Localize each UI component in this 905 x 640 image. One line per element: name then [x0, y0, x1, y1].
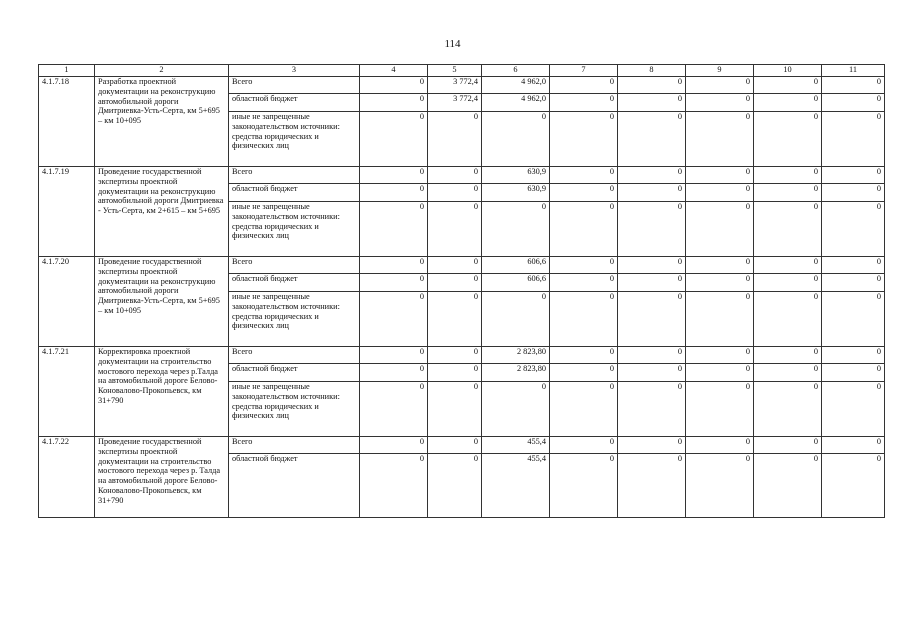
- value-cell: 0: [550, 382, 618, 437]
- item-name: Разработка проектной документации на реконструкцию автомобильной дороги Дмитриевка-Усть-Серта, км 5+695 – км 10+095: [95, 77, 229, 167]
- funding-source: [229, 347, 360, 364]
- column-number: 8: [618, 65, 686, 77]
- column-number: 4: [360, 65, 428, 77]
- value-cell: 0: [686, 257, 754, 274]
- funding-source-label: Всего: [232, 257, 253, 266]
- value-cell: 3 772,4: [428, 94, 482, 112]
- value-cell: 0: [360, 77, 428, 94]
- value-cell: 0: [550, 167, 618, 184]
- funding-source: [229, 454, 360, 518]
- value-cell: 0: [754, 184, 822, 202]
- funding-source: [229, 437, 360, 454]
- value-cell: 0: [686, 167, 754, 184]
- value-cell: 0: [550, 347, 618, 364]
- value-cell: 0: [754, 167, 822, 184]
- funding-source-label: областной бюджет: [232, 274, 298, 283]
- table-row: [39, 347, 885, 364]
- funding-source-sublabel: средства юридических и физических лиц: [232, 131, 319, 151]
- value-cell: 0: [822, 112, 885, 167]
- value-cell: 0: [686, 347, 754, 364]
- column-number: 1: [39, 65, 95, 77]
- funding-source-label: областной бюджет: [232, 184, 298, 193]
- value-cell: 0: [428, 347, 482, 364]
- value-cell: 0: [618, 77, 686, 94]
- value-cell: 0: [360, 167, 428, 184]
- table-row: [39, 257, 885, 274]
- value-cell: 2 823,80: [482, 347, 550, 364]
- value-cell: 0: [754, 382, 822, 437]
- value-cell: 0: [360, 94, 428, 112]
- table-row: [39, 167, 885, 184]
- value-cell: 0: [550, 202, 618, 257]
- value-cell: 0: [550, 292, 618, 347]
- value-cell: 0: [482, 112, 550, 167]
- value-cell: 0: [618, 437, 686, 454]
- column-number: 9: [686, 65, 754, 77]
- value-cell: 0: [550, 274, 618, 292]
- value-cell: 0: [822, 437, 885, 454]
- value-cell: 0: [754, 274, 822, 292]
- funding-source: [229, 202, 360, 257]
- funding-source-label: иные не запрещенные законодательством источники:: [232, 292, 340, 311]
- funding-source-label: Всего: [232, 77, 253, 86]
- value-cell: 455,4: [482, 437, 550, 454]
- value-cell: 0: [754, 94, 822, 112]
- value-cell: 0: [754, 437, 822, 454]
- value-cell: 0: [754, 112, 822, 167]
- funding-source-label: Всего: [232, 437, 253, 446]
- funding-source: [229, 364, 360, 382]
- item-name: Проведение государственной экспертизы проектной документации на реконструкцию автомобильной дороги Дмитриевка - Усть-Серта, км 2+615 – км 5+695: [95, 167, 229, 257]
- value-cell: 0: [482, 382, 550, 437]
- value-cell: 0: [482, 202, 550, 257]
- value-cell: 0: [428, 184, 482, 202]
- value-cell: 0: [618, 184, 686, 202]
- column-number: 6: [482, 65, 550, 77]
- funding-source-label: иные не запрещенные законодательством источники:: [232, 202, 340, 221]
- value-cell: 0: [428, 274, 482, 292]
- column-number: 11: [822, 65, 885, 77]
- value-cell: 2 823,80: [482, 364, 550, 382]
- value-cell: 0: [822, 94, 885, 112]
- funding-source: [229, 257, 360, 274]
- value-cell: 0: [360, 274, 428, 292]
- value-cell: 0: [618, 347, 686, 364]
- item-name: Проведение государственной экспертизы проектной документации на реконструкцию автомобильной дороги Дмитриевка-Усть-Серта, км 5+695 – км 10+095: [95, 257, 229, 347]
- value-cell: 0: [360, 112, 428, 167]
- value-cell: 0: [360, 364, 428, 382]
- funding-source-label: иные не запрещенные законодательством источники:: [232, 382, 340, 401]
- value-cell: 0: [550, 77, 618, 94]
- value-cell: 0: [686, 364, 754, 382]
- value-cell: 0: [822, 274, 885, 292]
- value-cell: 0: [686, 274, 754, 292]
- table-row: [39, 437, 885, 454]
- item-code: 4.1.7.21: [39, 347, 95, 437]
- item-code: 4.1.7.20: [39, 257, 95, 347]
- value-cell: 0: [618, 94, 686, 112]
- value-cell: 0: [754, 202, 822, 257]
- value-cell: 0: [686, 437, 754, 454]
- item-code: 4.1.7.19: [39, 167, 95, 257]
- funding-source-label: областной бюджет: [232, 94, 298, 103]
- value-cell: 0: [618, 274, 686, 292]
- item-code: 4.1.7.18: [39, 77, 95, 167]
- value-cell: 630,9: [482, 184, 550, 202]
- value-cell: 4 962,0: [482, 94, 550, 112]
- value-cell: 0: [822, 77, 885, 94]
- value-cell: 0: [686, 94, 754, 112]
- value-cell: 0: [428, 202, 482, 257]
- value-cell: 0: [550, 437, 618, 454]
- value-cell: 0: [618, 292, 686, 347]
- value-cell: 0: [428, 292, 482, 347]
- funding-source: [229, 274, 360, 292]
- funding-source-sublabel: средства юридических и физических лиц: [232, 311, 319, 331]
- column-number: 7: [550, 65, 618, 77]
- funding-source: [229, 94, 360, 112]
- value-cell: 0: [428, 112, 482, 167]
- value-cell: 0: [428, 454, 482, 518]
- value-cell: 0: [686, 184, 754, 202]
- column-number: 5: [428, 65, 482, 77]
- value-cell: 0: [822, 184, 885, 202]
- value-cell: 0: [754, 257, 822, 274]
- value-cell: 0: [686, 77, 754, 94]
- funding-source-label: Всего: [232, 167, 253, 176]
- value-cell: 0: [428, 364, 482, 382]
- value-cell: 0: [360, 347, 428, 364]
- value-cell: 0: [428, 167, 482, 184]
- value-cell: 630,9: [482, 167, 550, 184]
- value-cell: 0: [754, 77, 822, 94]
- value-cell: 0: [822, 364, 885, 382]
- item-code: 4.1.7.22: [39, 437, 95, 518]
- value-cell: 0: [618, 202, 686, 257]
- funding-source: [229, 77, 360, 94]
- value-cell: 0: [686, 454, 754, 518]
- value-cell: 0: [360, 292, 428, 347]
- value-cell: 0: [550, 257, 618, 274]
- value-cell: 0: [360, 202, 428, 257]
- value-cell: 0: [618, 364, 686, 382]
- value-cell: 3 772,4: [428, 77, 482, 94]
- value-cell: 0: [754, 292, 822, 347]
- value-cell: 0: [822, 167, 885, 184]
- value-cell: 455,4: [482, 454, 550, 518]
- value-cell: 0: [550, 112, 618, 167]
- value-cell: 0: [360, 437, 428, 454]
- funding-source-sublabel: средства юридических и физических лиц: [232, 401, 319, 421]
- value-cell: 0: [360, 454, 428, 518]
- funding-source-label: областной бюджет: [232, 364, 298, 373]
- value-cell: 0: [686, 382, 754, 437]
- funding-source: [229, 292, 360, 347]
- value-cell: 0: [618, 167, 686, 184]
- value-cell: 0: [360, 257, 428, 274]
- value-cell: 606,6: [482, 257, 550, 274]
- value-cell: 0: [618, 112, 686, 167]
- value-cell: 0: [428, 437, 482, 454]
- funding-source-label: иные не запрещенные законодательством источники:: [232, 112, 340, 131]
- value-cell: 0: [686, 292, 754, 347]
- item-name: Корректировка проектной документации на строительство мостового перехода через р.Талда на автомобильной дороге Белово-Коновалово-Прокопьевск, км 31+790: [95, 347, 229, 437]
- funding-source: [229, 382, 360, 437]
- funding-source-sublabel: средства юридических и физических лиц: [232, 221, 319, 241]
- funding-source: [229, 167, 360, 184]
- column-number: 10: [754, 65, 822, 77]
- funding-source: [229, 112, 360, 167]
- value-cell: 0: [550, 94, 618, 112]
- value-cell: 0: [822, 382, 885, 437]
- value-cell: 0: [482, 292, 550, 347]
- value-cell: 0: [754, 347, 822, 364]
- table-row: [39, 77, 885, 94]
- value-cell: 0: [822, 257, 885, 274]
- value-cell: 0: [618, 382, 686, 437]
- column-number: 3: [229, 65, 360, 77]
- funding-source: [229, 184, 360, 202]
- value-cell: 0: [754, 454, 822, 518]
- page-number: 114: [444, 38, 461, 50]
- funding-source-label: Всего: [232, 347, 253, 356]
- value-cell: 0: [550, 184, 618, 202]
- value-cell: 0: [618, 257, 686, 274]
- budget-table: [38, 64, 885, 518]
- value-cell: 0: [822, 347, 885, 364]
- value-cell: 0: [754, 364, 822, 382]
- value-cell: 0: [822, 454, 885, 518]
- value-cell: 0: [428, 382, 482, 437]
- value-cell: 0: [618, 454, 686, 518]
- value-cell: 0: [822, 292, 885, 347]
- value-cell: 0: [360, 184, 428, 202]
- value-cell: 0: [822, 202, 885, 257]
- column-numbers-row: [39, 65, 885, 77]
- funding-source-label: областной бюджет: [232, 454, 298, 463]
- value-cell: 4 962,0: [482, 77, 550, 94]
- value-cell: 0: [686, 202, 754, 257]
- value-cell: 0: [360, 382, 428, 437]
- value-cell: 0: [550, 364, 618, 382]
- value-cell: 606,6: [482, 274, 550, 292]
- value-cell: 0: [428, 257, 482, 274]
- column-number: 2: [95, 65, 229, 77]
- value-cell: 0: [550, 454, 618, 518]
- item-name: Проведение государственной экспертизы проектной документации на строительство мостового перехода через р. Талда на автомобильной дороге Белово-Коновалово-Прокопьевск, км 31+790: [95, 437, 229, 518]
- value-cell: 0: [686, 112, 754, 167]
